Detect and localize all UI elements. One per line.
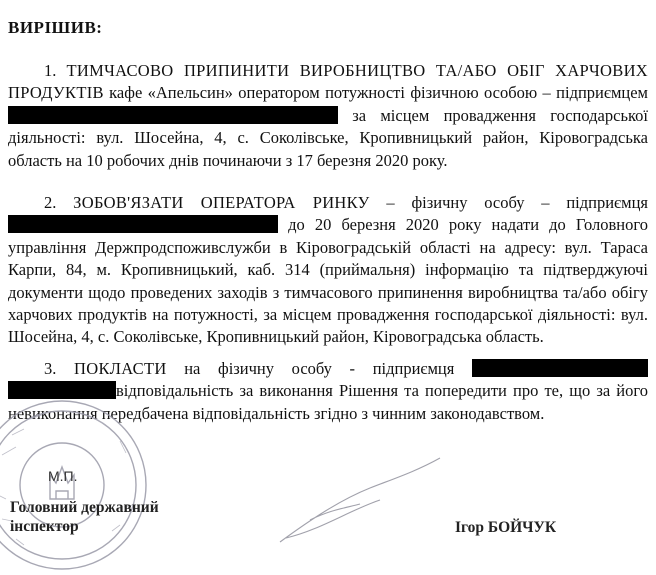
paragraph-1-number: 1. xyxy=(44,61,57,80)
redaction-box xyxy=(8,106,338,124)
paragraph-3-caps: ПОКЛАСТИ xyxy=(74,359,167,378)
paragraph-3-text-a: на фізичну особу - підприємця xyxy=(166,359,472,378)
paragraph-3-number: 3. xyxy=(44,359,57,378)
paragraph-3-text-b: відповідальність за виконання Рішення та попередити про те, що за його невиконання передбачена відповідальність згідно з чинним законодавством. xyxy=(8,381,648,423)
signer-title-line-1: Головний державний xyxy=(10,499,159,516)
paragraph-1 xyxy=(8,60,648,172)
redaction-box xyxy=(8,215,278,233)
official-seal xyxy=(0,395,152,575)
paragraph-1-text-b: за місцем провадження господарської діяльності: вул. Шосейна, 4, с. Соколівське, Кропивницький район, Кіровоградська область на 10 робочих днів починаючи з 17 березня 2020 року. xyxy=(8,105,648,170)
signer-title xyxy=(10,498,159,536)
paragraph-2 xyxy=(8,192,648,349)
paragraph-2-number: 2. xyxy=(44,193,57,212)
paragraph-1-caps: ТИМЧАСОВО ПРИПИНИТИ ВИРОБНИЦТВО ТА/АБО ОБІГ ХАРЧОВИХ ПРОДУКТІВ xyxy=(8,61,648,103)
signer-name: Ігор БОЙЧУК xyxy=(455,519,557,536)
seal-label: М.П. xyxy=(48,468,78,484)
handwritten-signature xyxy=(250,450,450,550)
paragraph-2-caps: ЗОБОВ'ЯЗАТИ ОПЕРАТОРА РИНКУ xyxy=(73,193,370,212)
paragraph-2-text-b: до 20 березня 2020 року надати до Головного управління Держпродспоживслужби в Кіровоградській області на адресу: вул. Тараса Карпи, 84, м. Кропивницький, каб. 314 (приймальня) інформацію та підтверджуючі документи щодо проведених заходів з тимчасового припинення виробництва та/або обігу харчових продуктів на потужності, за місцем провадження господарської діяльності: вул. Шосейна, 4, с. Соколівське, Кропивницький район, Кіровоградська область. xyxy=(8,215,648,347)
paragraph-1-text-a: кафе «Апельсин» оператором потужності фізичною особою – підприємцем xyxy=(103,83,648,103)
signer-title-line-2: інспектор xyxy=(10,518,79,535)
redaction-box xyxy=(472,359,648,377)
paragraph-2-text-a: – фізичну особу – підприємця xyxy=(369,193,648,212)
decision-heading: ВИРІШИВ: xyxy=(8,18,103,37)
